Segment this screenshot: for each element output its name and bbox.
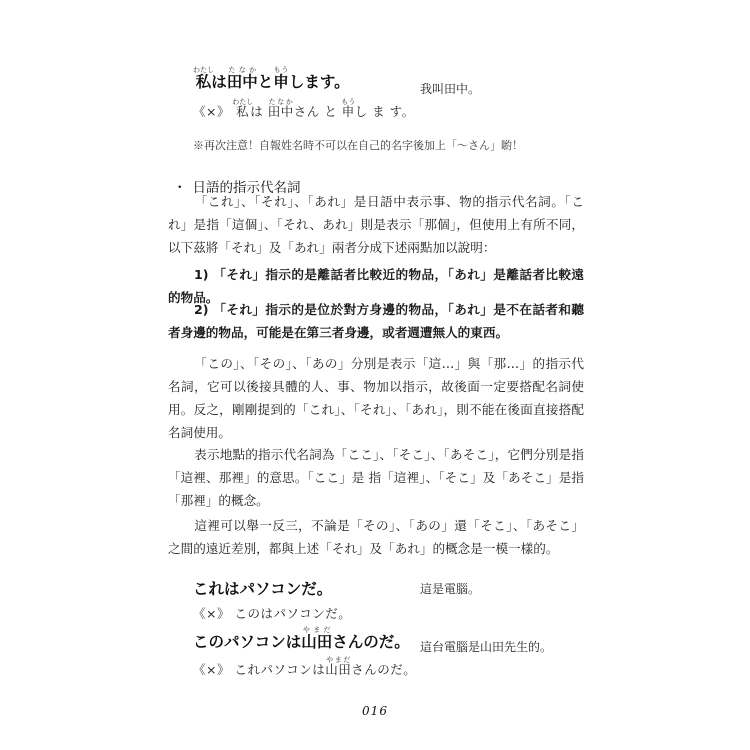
example-translation-2: 這是電腦。 [420, 582, 481, 596]
example-sentence-3: このパソコンは山田やまださんのだ。 [193, 626, 410, 651]
wrong-example-1: 《×》 私わたしは 田中たなかさん と 申もうし ま す。 [193, 98, 415, 119]
paragraph-1: 「これ」、「それ」、「あれ」是日語中表示事、物的指示代名詞。「これ」是指「這個」、「それ、あれ」則是表示「那個」，但使用上有所不同，以下茲將「それ」及「あれ」兩者分成下述兩點加以說明： [168, 194, 584, 255]
paragraph-6: 這裡可以舉一反三，不論是「その」、「あの」還「そこ」、「あそこ」之間的遠近差別，都與上述「それ」及「あれ」的概念是一模一樣的。 [168, 518, 584, 556]
example-sentence-1: 私わたしは田中たなかと申もうします。 [193, 66, 350, 91]
paragraph-5: 表示地點的指示代名詞為「ここ」、「そこ」、「あそこ」，它們分別是指「這裡、那裡」的意思。「ここ」是 指「這裡」、「そこ」及「あそこ」是指「那裡」的概念。 [168, 447, 584, 508]
page-number: 016 [362, 704, 388, 718]
section-heading-text: 日語的指示代名詞 [192, 180, 301, 196]
wrong-example-2: 《×》 このはパソコンだ。 [193, 606, 352, 621]
paragraph-3: 2) 「それ」指示的是位於對方身邊的物品，「あれ」是不在話者和聽者身邊的物品，可能是在第三者身邊，或者週遭無人的東西。 [168, 302, 584, 340]
example-translation-3: 這台電腦是山田先生的。 [420, 640, 553, 654]
wrong-example-3: 《×》 これパソコンは山田やまださんのだ。 [193, 656, 417, 677]
note-text: ※再次注意！自報姓名時不可以在自己的名字後加上「～さん」喲！ [193, 139, 523, 152]
example-translation-1: 我叫田中。 [420, 82, 481, 96]
paragraph-4: 「この」、「その」、「あの」分別是表示「這…」與「那…」的指示代名詞，它可以後接具體的人、事、物加以指示，故後面一定要搭配名詞使用。反之，剛剛提到的「これ」、「それ」、「あれ」，則不能在後面直接搭配名詞使用。 [168, 356, 584, 440]
example-sentence-2: これはパソコンだ。 [193, 580, 333, 598]
bullet-icon: ・ [173, 180, 187, 196]
paragraph-2: 1) 「それ」指示的是離話者比較近的物品，「あれ」是離話者比較遠的物品。 [168, 267, 584, 305]
